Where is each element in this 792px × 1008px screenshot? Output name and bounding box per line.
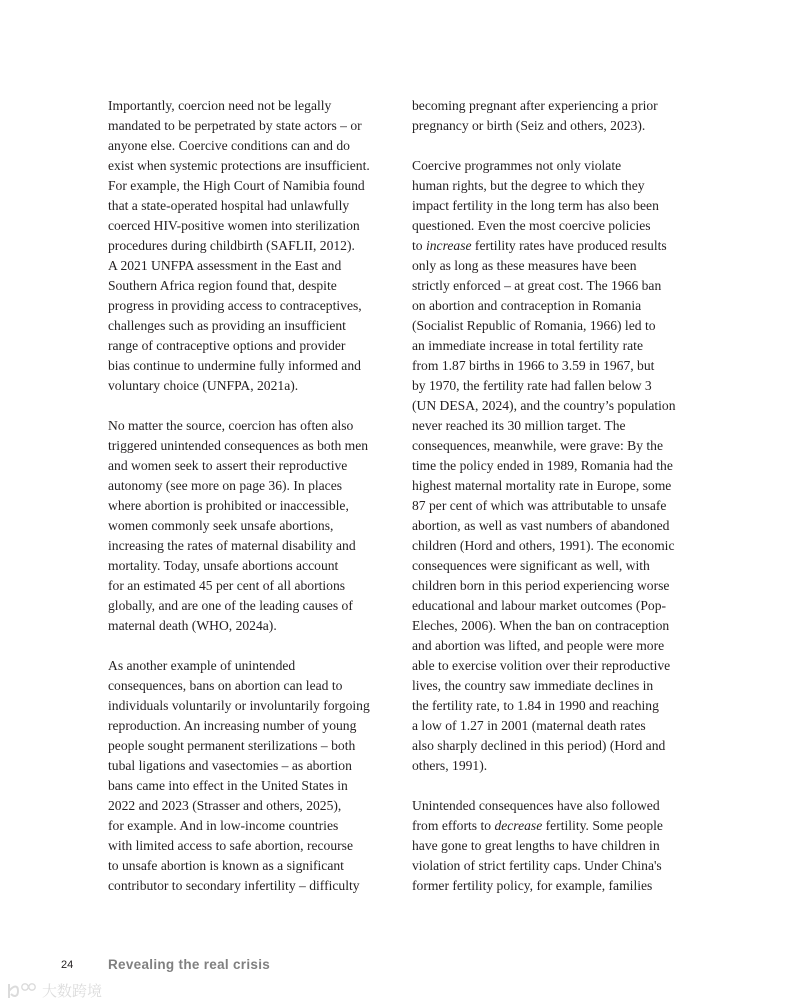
text-line: impact fertility in the long term has also been	[412, 198, 659, 213]
watermark-text: 大数跨境	[42, 982, 103, 1000]
text-line: bans came into effect in the United States in	[108, 778, 348, 793]
text-line: others, 1991).	[412, 758, 488, 773]
text-line: educational and labour market outcomes (Pop-	[412, 598, 667, 613]
text-line: pregnancy or birth (Seiz and others, 2023).	[412, 118, 646, 133]
page-number: 24	[61, 959, 74, 971]
text-line: exist when systemic protections are insufficient.	[108, 158, 370, 173]
text-line: individuals voluntarily or involuntarily forgoing	[108, 698, 370, 713]
text-line: highest maternal mortality rate in Europe, some	[412, 478, 672, 493]
text-line: maternal death (WHO, 2024a).	[108, 618, 277, 633]
paragraph	[108, 96, 408, 396]
text-line: never reached its 30 million target. The	[412, 418, 626, 433]
text-line: No matter the source, coercion has often also	[108, 418, 354, 433]
text-line: for an estimated 45 per cent of all abortions	[108, 578, 346, 593]
text-line: increasing the rates of maternal disability and	[108, 538, 356, 553]
text-line: and women seek to assert their reproductive	[108, 458, 348, 473]
text-line: a low of 1.27 in 2001 (maternal death rates	[412, 718, 646, 733]
text-line: procedures during childbirth (SAFLII, 2012).	[108, 238, 355, 253]
text-line: As another example of unintended	[108, 658, 296, 673]
emphasized-word: increase	[425, 238, 472, 253]
text-line: (Socialist Republic of Romania, 1966) led to	[412, 318, 656, 333]
text-line: autonomy (see more on page 36). In places	[108, 478, 343, 493]
text-line: have gone to great lengths to have children in	[412, 838, 660, 853]
text-line: women commonly seek unsafe abortions,	[108, 518, 334, 533]
text-line: where abortion is prohibited or inaccessible,	[108, 498, 349, 513]
text-line: able to exercise volition over their reproductive	[412, 658, 671, 673]
emphasized-word: decrease	[494, 818, 543, 833]
text-line: voluntary choice (UNFPA, 2021a).	[108, 378, 299, 393]
text-line: range of contraceptive options and provider	[108, 338, 346, 353]
text-line: children (Hord and others, 1991). The economic	[412, 538, 675, 553]
text-line: Coercive programmes not only violate	[412, 158, 622, 173]
text-line: children born in this period experiencing worse	[412, 578, 670, 593]
text-line: 2022 and 2023 (Strasser and others, 2025),	[108, 798, 342, 813]
text-line: globally, and are one of the leading causes of	[108, 598, 353, 613]
text-line: challenges such as providing an insufficient	[108, 318, 346, 333]
text-line: contributor to secondary infertility – difficulty	[108, 878, 360, 893]
text-run: fertility rates have produced results	[471, 238, 667, 253]
left-text-column	[108, 96, 408, 916]
text-line: consequences, bans on abortion can lead to	[108, 678, 343, 693]
paragraph	[412, 796, 702, 896]
text-line: violation of strict fertility caps. Under China's	[412, 858, 662, 873]
text-line: from 1.87 births in 1966 to 3.59 in 1967, but	[412, 358, 655, 373]
text-line: time the policy ended in 1989, Romania had the	[412, 458, 673, 473]
text-line: reproduction. An increasing number of young	[108, 718, 357, 733]
text-line: mandated to be perpetrated by state actors – or	[108, 118, 362, 133]
text-line: for example. And in low-income countries	[108, 818, 339, 833]
text-line: tubal ligations and vasectomies – as abortion	[108, 758, 352, 773]
brand-logo-icon	[6, 981, 36, 1001]
text-line: Eleches, 2006). When the ban on contraception	[412, 618, 670, 633]
paragraph	[108, 416, 408, 636]
text-line: consequences, meanwhile, were grave: By the	[412, 438, 664, 453]
text-line	[412, 816, 702, 836]
text-line: Unintended consequences have also followed	[412, 798, 660, 813]
text-line: also sharply declined in this period) (Hord and	[412, 738, 666, 753]
text-line	[412, 236, 702, 256]
text-line: with limited access to safe abortion, recourse	[108, 838, 353, 853]
text-line: an immediate increase in total fertility rate	[412, 338, 643, 353]
text-line: Southern Africa region found that, despite	[108, 278, 337, 293]
text-run: from efforts to	[412, 818, 495, 833]
text-line: by 1970, the fertility rate had fallen below 3	[412, 378, 652, 393]
text-line: bias continue to undermine fully informed and	[108, 358, 361, 373]
text-line: the fertility rate, to 1.84 in 1990 and reaching	[412, 698, 659, 713]
text-line: coerced HIV-positive women into sterilization	[108, 218, 360, 233]
text-line: on abortion and contraception in Romania	[412, 298, 642, 313]
text-line: that a state-operated hospital had unlawfully	[108, 198, 350, 213]
text-line: mortality. Today, unsafe abortions account	[108, 558, 339, 573]
text-line: lives, the country saw immediate declines in	[412, 678, 654, 693]
right-text-column	[412, 96, 702, 916]
text-line: strictly enforced – at great cost. The 1966 ban	[412, 278, 662, 293]
running-title: Revealing the real crisis	[108, 957, 271, 972]
text-line: triggered unintended consequences as both men	[108, 438, 369, 453]
text-line: Importantly, coercion need not be legally	[108, 98, 332, 113]
paragraph	[412, 96, 702, 136]
text-line: abortion, as well as vast numbers of abandoned	[412, 518, 670, 533]
paragraph	[412, 156, 702, 776]
text-line: and abortion was lifted, and people were more	[412, 638, 665, 653]
text-line: only as long as these measures have been	[412, 258, 637, 273]
text-line: to unsafe abortion is known as a significant	[108, 858, 344, 873]
text-run: fertility. Some people	[542, 818, 663, 833]
text-line: progress in providing access to contraceptives,	[108, 298, 362, 313]
text-line: consequences were significant as well, with	[412, 558, 650, 573]
watermark	[6, 980, 102, 1001]
text-line: former fertility policy, for example, families	[412, 878, 653, 893]
text-line: For example, the High Court of Namibia found	[108, 178, 365, 193]
page-footer	[0, 957, 792, 977]
text-line: anyone else. Coercive conditions can and do	[108, 138, 350, 153]
text-line: becoming pregnant after experiencing a prior	[412, 98, 658, 113]
text-line: people sought permanent sterilizations – both	[108, 738, 356, 753]
text-line: A 2021 UNFPA assessment in the East and	[108, 258, 342, 273]
text-run: to	[412, 238, 426, 253]
text-line: questioned. Even the most coercive policies	[412, 218, 651, 233]
paragraph	[108, 656, 408, 896]
text-line: (UN DESA, 2024), and the country’s population	[412, 398, 676, 413]
text-line: 87 per cent of which was attributable to unsafe	[412, 498, 667, 513]
text-line: human rights, but the degree to which they	[412, 178, 645, 193]
